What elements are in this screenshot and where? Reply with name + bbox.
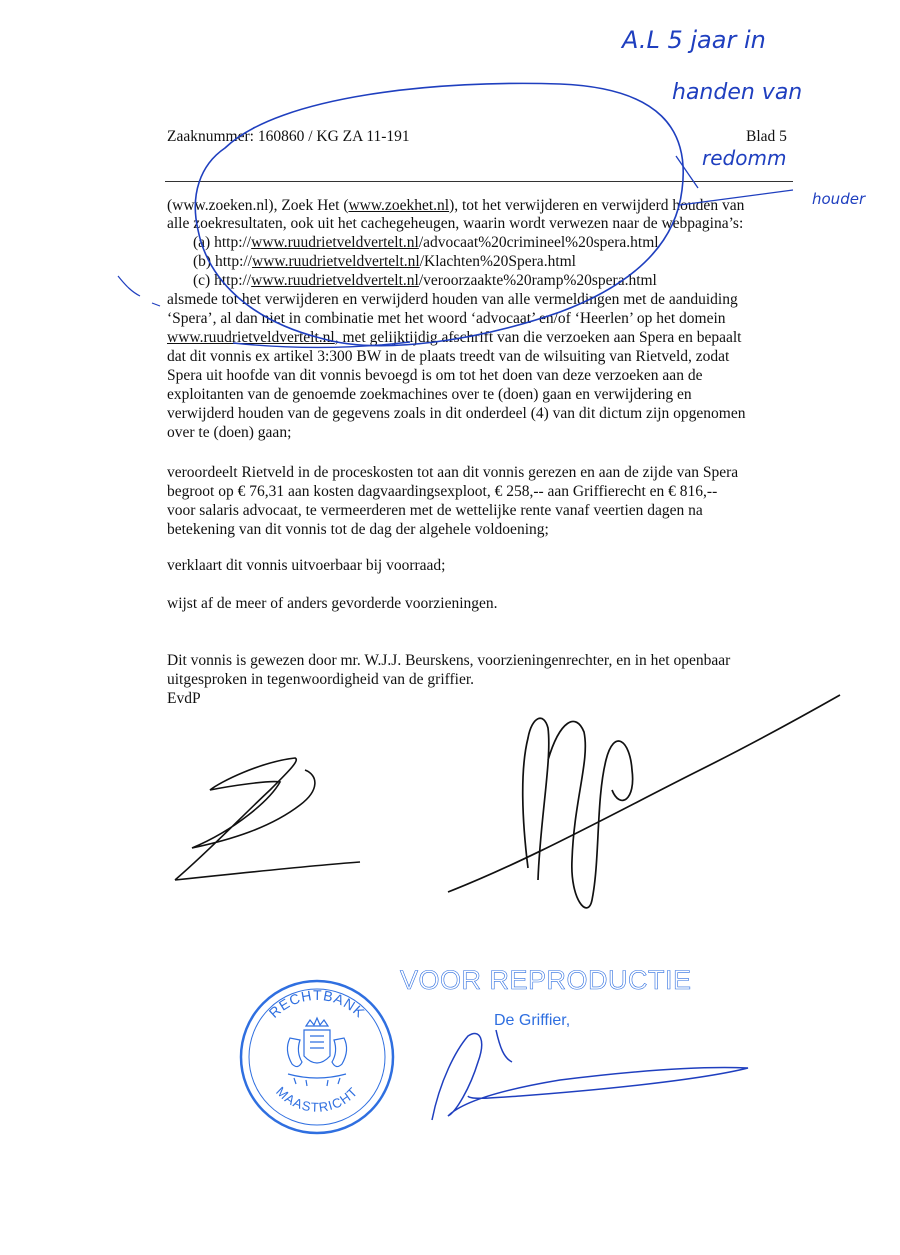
signature-clerk: [432, 1030, 748, 1120]
item-marker: (c): [193, 272, 211, 289]
ink-line-right: [676, 156, 793, 205]
annotation-line-3: redomm: [702, 146, 787, 170]
seal-bottom-text: MAASTRICHT: [273, 1083, 361, 1115]
ink-mark-left: [118, 276, 140, 296]
seal-top-text: RECHTBANK: [265, 986, 369, 1021]
body-para-line: alsmede tot het verwijderen en verwijderd houden van alle vermeldingen met de aanduiding: [167, 291, 738, 308]
item-link[interactable]: www.ruudrietveldvertelt.nl: [251, 272, 419, 289]
body-para-line: exploitanten van de genoemde zoekmachines over te (doen) gaan en verwijdering en: [167, 386, 692, 403]
item-prefix: http://: [214, 272, 252, 289]
costs-line: betekening van dit vonnis tot de dag der algehele voldoening;: [167, 521, 549, 538]
closing-line: uitgesproken in tegenwoordigheid van de griffier.: [167, 671, 475, 688]
body-para-line: dat dit vonnis ex artikel 3:300 BW in de plaats treedt van de wilsuiting van Rietveld, zodat: [167, 348, 730, 365]
body-line-2: alle zoekresultaten, ook uit het cachegeheugen, waarin wordt verwezen naar de webpagina’s:: [167, 215, 744, 232]
closing-line: Dit vonnis is gewezen door mr. W.J.J. Beurskens, voorzieningenrechter, en in het openbaar: [167, 652, 731, 669]
item-prefix: http://: [214, 253, 252, 270]
executable-line: verklaart dit vonnis uitvoerbaar bij voorraad;: [167, 557, 446, 574]
costs-line: begroot op € 76,31 aan kosten dagvaardingsexploot, € 258,-- aan Griffierecht en € 816,--: [167, 483, 718, 500]
line1-text-b: ), tot het verwijderen en verwijderd houden van: [449, 197, 745, 214]
case-number: Zaaknummer: 160860 / KG ZA 11-191: [167, 128, 410, 145]
zoekhet-link[interactable]: www.zoekhet.nl: [348, 197, 450, 214]
ink-strike: [233, 342, 410, 347]
item-marker: (b): [193, 253, 212, 270]
domain-link[interactable]: www.ruudrietveldvertelt.nl: [167, 329, 335, 346]
item-suffix: /Klachten%20Spera.html: [419, 253, 576, 270]
annotation-line-2: handen van: [672, 80, 803, 105]
item-marker: (a): [193, 234, 211, 251]
body-para-line: ‘Spera’, al dan niet in combinatie met het woord ‘advocaat’ en/of ‘Heerlen’ op het domein: [167, 310, 726, 327]
signature-right: [448, 695, 840, 908]
costs-line: veroordeelt Rietveld in de proceskosten tot aan dit vonnis gerezen en aan de zijde van Spera: [167, 464, 739, 481]
annotation-line-4: houder: [812, 190, 866, 208]
ink-mark-left2: [152, 303, 160, 306]
body-para-line: Spera uit hoofde van dit vonnis bevoegd is om tot het doen van deze verzoeken aan de: [167, 367, 703, 384]
rejects-line: wijst af de meer of anders gevorderde voorzieningen.: [167, 595, 498, 612]
body-para-line: over te (doen) gaan;: [167, 424, 292, 441]
page-label: Blad 5: [746, 128, 787, 145]
domain-rest: , met gelijktijdig afschrift van die verzoeken aan Spera en bepaalt: [334, 329, 742, 346]
item-prefix: http://: [214, 234, 252, 251]
item-suffix: /veroorzaakte%20ramp%20spera.html: [418, 272, 657, 289]
initials: EvdP: [167, 690, 201, 707]
item-link[interactable]: www.ruudrietveldvertelt.nl: [252, 253, 420, 270]
item-suffix: /advocaat%20crimineel%20spera.html: [418, 234, 659, 251]
clerk-label: De Griffier,: [494, 1012, 571, 1029]
signature-left: [175, 758, 360, 880]
annotation-line-1: A.L 5 jaar in: [622, 26, 766, 54]
item-link[interactable]: www.ruudrietveldvertelt.nl: [251, 234, 419, 251]
ink-circle: [195, 83, 683, 345]
reproduction-stamp: VOOR REPRODUCTIE: [400, 965, 692, 995]
body-para-line: verwijderd houden van de gegevens zoals in dit onderdeel (4) van dit dictum zijn opgenomen: [167, 405, 746, 422]
line1-text-a: (www.zoeken.nl), Zoek Het (: [167, 197, 349, 214]
costs-line: voor salaris advocaat, te vermeerderen met de wettelijke rente vanaf veertien dagen na: [167, 502, 703, 519]
